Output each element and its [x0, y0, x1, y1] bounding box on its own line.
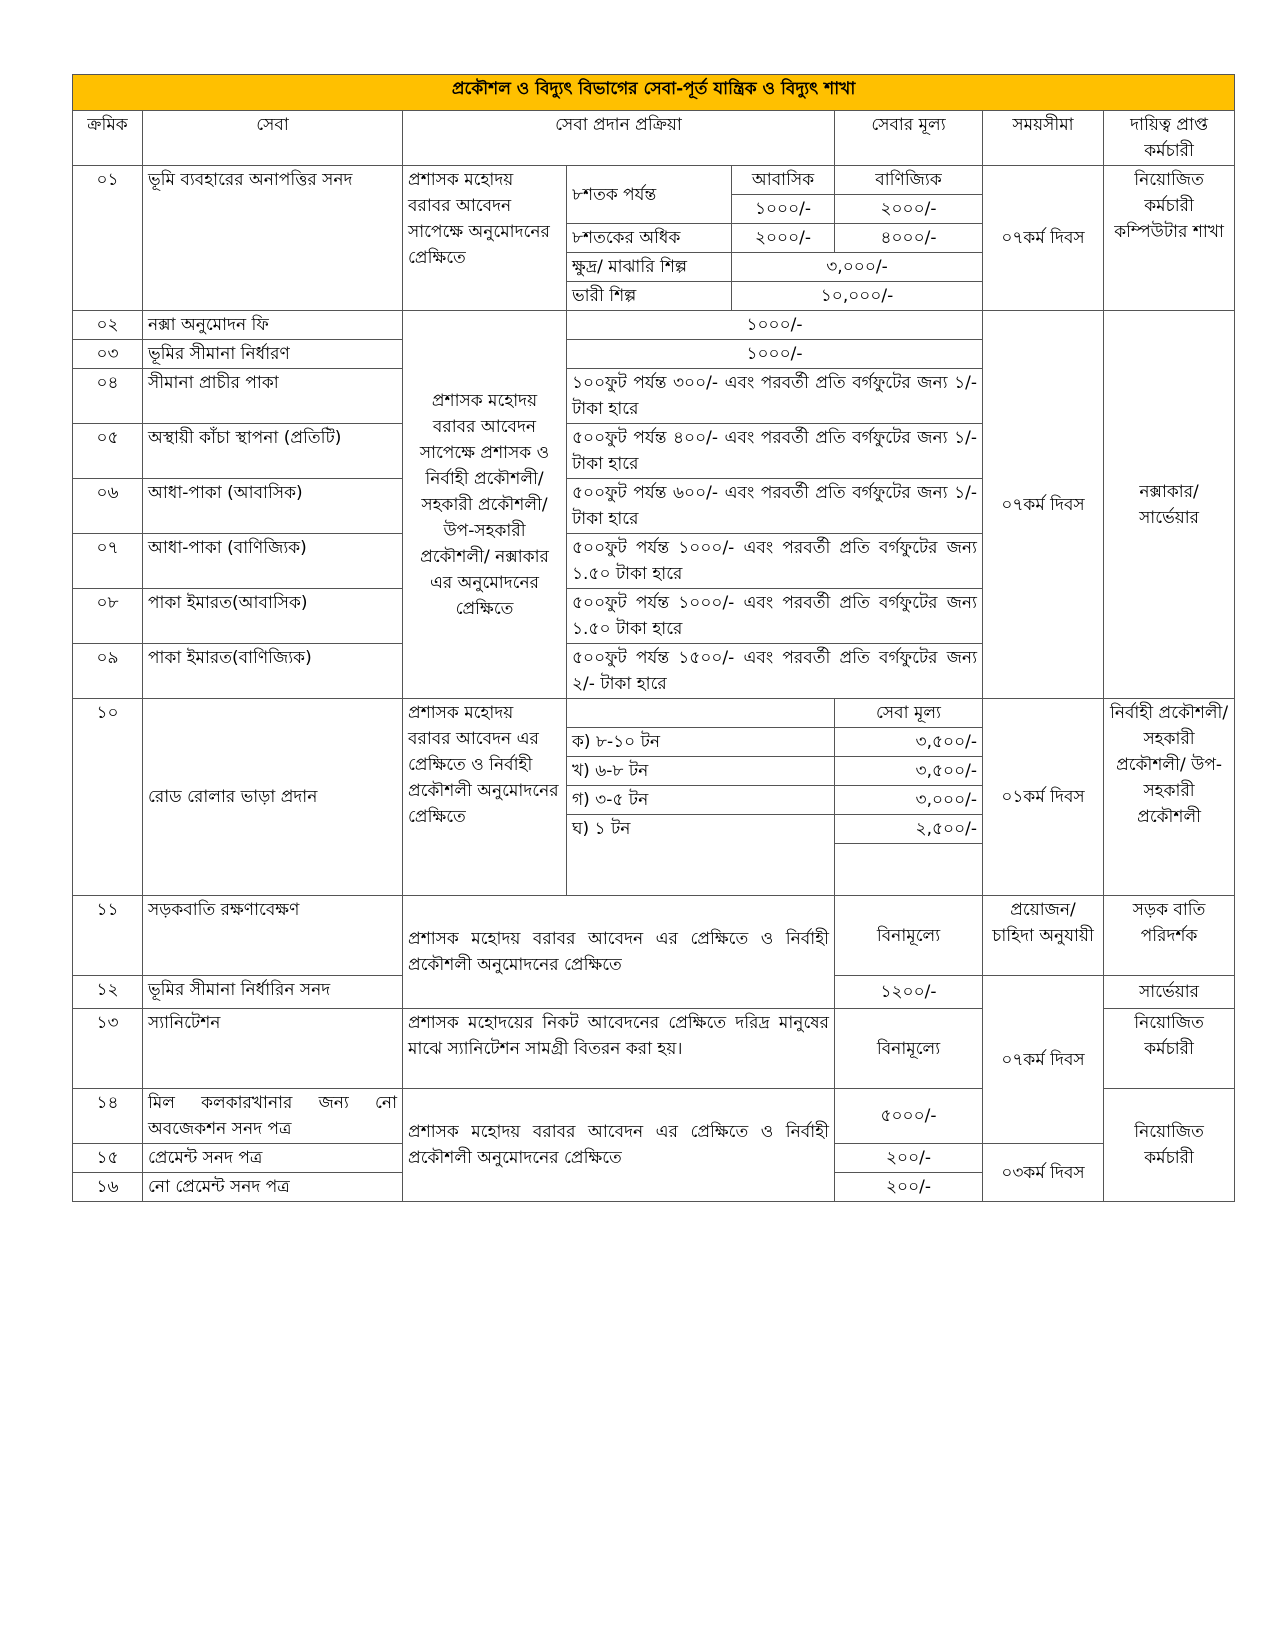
row-serial: ০৬	[73, 479, 143, 534]
row-time: ০৭কর্ম দিবস	[983, 166, 1104, 311]
row-fee: ১০০০/-	[567, 311, 983, 340]
group-officer: নক্সাকার/ সার্ভেয়ার	[1104, 311, 1235, 699]
group-time: ০৩কর্ম দিবস	[983, 1144, 1104, 1202]
fee-spacer	[835, 844, 983, 896]
row-fee: ২০০/-	[835, 1144, 983, 1173]
row-service: আধা-পাকা (বাণিজ্যিক)	[143, 534, 403, 589]
page-title: প্রকৌশল ও বিদ্যুৎ বিভাগের সেবা-পূর্ত যান্ত্রিক ও বিদ্যুৎ শাখা	[73, 75, 1235, 111]
fee-label: গ) ৩-৫ টন	[567, 786, 835, 815]
fee-label: ভারী শিল্প	[567, 282, 732, 311]
row-process: প্রশাসক মহোদয় বরাবর আবেদন সাপেক্ষে অনুমোদনের প্রেক্ষিতে	[403, 166, 567, 311]
row-fee: ৫০০ফুট পর্যন্ত ৬০০/- এবং পরবর্তী প্রতি বর্গফুটের জন্য ১/- টাকা হারে	[567, 479, 983, 534]
row-fee: বিনামূল্যে	[835, 896, 983, 976]
group-time: ০৭কর্ম দিবস	[983, 311, 1104, 699]
fee-value: ২০০০/-	[835, 195, 983, 224]
row-service: রোড রোলার ভাড়া প্রদান	[143, 699, 403, 896]
row-service: ভূমির সীমানা নির্ধারিন সনদ	[143, 976, 403, 1009]
fee-value: ১০,০০০/-	[732, 282, 983, 311]
row-serial: ১০	[73, 699, 143, 896]
fee-value: ৪০০০/-	[835, 224, 983, 253]
row-serial: ০৩	[73, 340, 143, 369]
row-fee: বিনামূল্যে	[835, 1009, 983, 1089]
row-officer: নির্বাহী প্রকৌশলী/ সহকারী প্রকৌশলী/ উপ-সহকারী প্রকৌশলী	[1104, 699, 1235, 896]
row-service: ভূমি ব্যবহারের অনাপত্তির সনদ	[143, 166, 403, 311]
group-officer: নিয়োজিত কর্মচারী	[1104, 1089, 1235, 1202]
row-fee: ১২০০/-	[835, 976, 983, 1009]
row-fee: ৫০০ফুট পর্যন্ত ১০০০/- এবং পরবর্তী প্রতি বর্গফুটের জন্য ১.৫০ টাকা হারে	[567, 589, 983, 644]
row-time: ০১কর্ম দিবস	[983, 699, 1104, 896]
fee-label: ক্ষুদ্র/ মাঝারি শিল্প	[567, 253, 732, 282]
fee-label: ৮শতকের অধিক	[567, 224, 732, 253]
row-serial: ০৭	[73, 534, 143, 589]
fee-label: ক) ৮-১০ টন	[567, 728, 835, 757]
row-serial: ০৯	[73, 644, 143, 699]
row-service: ভূমির সীমানা নির্ধারণ	[143, 340, 403, 369]
row-serial: ০১	[73, 166, 143, 311]
col-header-fee: সেবার মূল্য	[835, 111, 983, 166]
row-officer: নিয়োজিত কর্মচারী কম্পিউটার শাখা	[1104, 166, 1235, 311]
fee-col-residential: আবাসিক	[732, 166, 835, 195]
row-fee: ৫০০০/-	[835, 1089, 983, 1144]
row-serial: ০৮	[73, 589, 143, 644]
fee-value: ৩,৫০০/-	[835, 728, 983, 757]
row-service: নক্সা অনুমোদন ফি	[143, 311, 403, 340]
fee-label: ৮শতক পর্যন্ত	[567, 166, 732, 224]
row-serial: ০৫	[73, 424, 143, 479]
row-service: মিল কলকারখানার জন্য নো অবজেকশন সনদ পত্র	[143, 1089, 403, 1144]
row-serial: ১১	[73, 896, 143, 976]
row-serial: ০৪	[73, 369, 143, 424]
row-fee: ৫০০ফুট পর্যন্ত ১৫০০/- এবং পরবর্তী প্রতি বর্গফুটের জন্য ২/- টাকা হারে	[567, 644, 983, 699]
col-header-serial: ক্রমিক	[73, 111, 143, 166]
fee-label: খ) ৬-৮ টন	[567, 757, 835, 786]
row-process: প্রশাসক মহোদয়ের নিকট আবেদনের প্রেক্ষিতে দরিদ্র মানুষের মাঝে স্যানিটেশন সামগ্রী বিতরন করা হয়।	[403, 1009, 835, 1089]
col-header-service: সেবা	[143, 111, 403, 166]
row-service: সীমানা প্রাচীর পাকা	[143, 369, 403, 424]
row-fee: ১০০০/-	[567, 340, 983, 369]
group-process: প্রশাসক মহোদয় বরাবর আবেদন এর প্রেক্ষিতে ও নির্বাহী প্রকৌশলী অনুমোদনের প্রেক্ষিতে	[403, 1089, 835, 1202]
row-service: সড়কবাতি রক্ষণাবেক্ষণ	[143, 896, 403, 976]
fee-value: ৩,০০০/-	[732, 253, 983, 282]
fee-value: ১০০০/-	[732, 195, 835, 224]
col-header-process: সেবা প্রদান প্রক্রিয়া	[403, 111, 835, 166]
row-officer: নিয়োজিত কর্মচারী	[1104, 1009, 1235, 1089]
row-process: প্রশাসক মহোদয় বরাবর আবেদন এর প্রেক্ষিতে ও নির্বাহী প্রকৌশলী অনুমোদনের প্রেক্ষিতে	[403, 896, 835, 1009]
row-fee: ২০০/-	[835, 1173, 983, 1202]
row-serial: ১৩	[73, 1009, 143, 1089]
row-service: নো প্রেমেন্ট সনদ পত্র	[143, 1173, 403, 1202]
row-serial: ১৫	[73, 1144, 143, 1173]
fee-value: ৩,৫০০/-	[835, 757, 983, 786]
fee-label: ঘ) ১ টন	[567, 815, 835, 896]
fee-value: ৩,০০০/-	[835, 786, 983, 815]
fee-label-spacer	[567, 699, 835, 728]
row-service: পাকা ইমারত(বাণিজ্যিক)	[143, 644, 403, 699]
row-service: অস্থায়ী কাঁচা স্থাপনা (প্রতিটি)	[143, 424, 403, 479]
col-header-time: সময়সীমা	[983, 111, 1104, 166]
row-officer: সার্ভেয়ার	[1104, 976, 1235, 1009]
fee-col-commercial: বাণিজ্যিক	[835, 166, 983, 195]
row-service: পাকা ইমারত(আবাসিক)	[143, 589, 403, 644]
row-fee: ৫০০ফুট পর্যন্ত ৪০০/- এবং পরবর্তী প্রতি বর্গফুটের জন্য ১/- টাকা হারে	[567, 424, 983, 479]
row-service: স্যানিটেশন	[143, 1009, 403, 1089]
fee-value: ২,৫০০/-	[835, 815, 983, 844]
row-fee: ৫০০ফুট পর্যন্ত ১০০০/- এবং পরবর্তী প্রতি বর্গফুটের জন্য ১.৫০ টাকা হারে	[567, 534, 983, 589]
services-table	[72, 74, 1235, 1202]
fee-header: সেবা মূল্য	[835, 699, 983, 728]
row-fee: ১০০ফুট পর্যন্ত ৩০০/- এবং পরবর্তী প্রতি বর্গফুটের জন্য ১/- টাকা হারে	[567, 369, 983, 424]
row-serial: ০২	[73, 311, 143, 340]
row-service: প্রেমেন্ট সনদ পত্র	[143, 1144, 403, 1173]
group-time: ০৭কর্ম দিবস	[983, 976, 1104, 1144]
row-process: প্রশাসক মহোদয় বরাবর আবেদন এর প্রেক্ষিতে ও নির্বাহী প্রকৌশলী অনুমোদনের প্রেক্ষিতে	[403, 699, 567, 896]
row-time: প্রয়োজন/ চাহিদা অনুযায়ী	[983, 896, 1104, 976]
row-serial: ১২	[73, 976, 143, 1009]
fee-value: ২০০০/-	[732, 224, 835, 253]
group-process: প্রশাসক মহোদয় বরাবর আবেদন সাপেক্ষে প্রশাসক ও নির্বাহী প্রকৌশলী/ সহকারী প্রকৌশলী/ উপ-সহকারী প্রকৌশলী/ নক্সাকার এর অনুমোদনের প্রেক্ষিতে	[403, 311, 567, 699]
row-serial: ১৪	[73, 1089, 143, 1144]
row-serial: ১৬	[73, 1173, 143, 1202]
col-header-officer: দায়িত্ব প্রাপ্ত কর্মচারী	[1104, 111, 1235, 166]
row-officer: সড়ক বাতি পরিদর্শক	[1104, 896, 1235, 976]
row-service: আধা-পাকা (আবাসিক)	[143, 479, 403, 534]
